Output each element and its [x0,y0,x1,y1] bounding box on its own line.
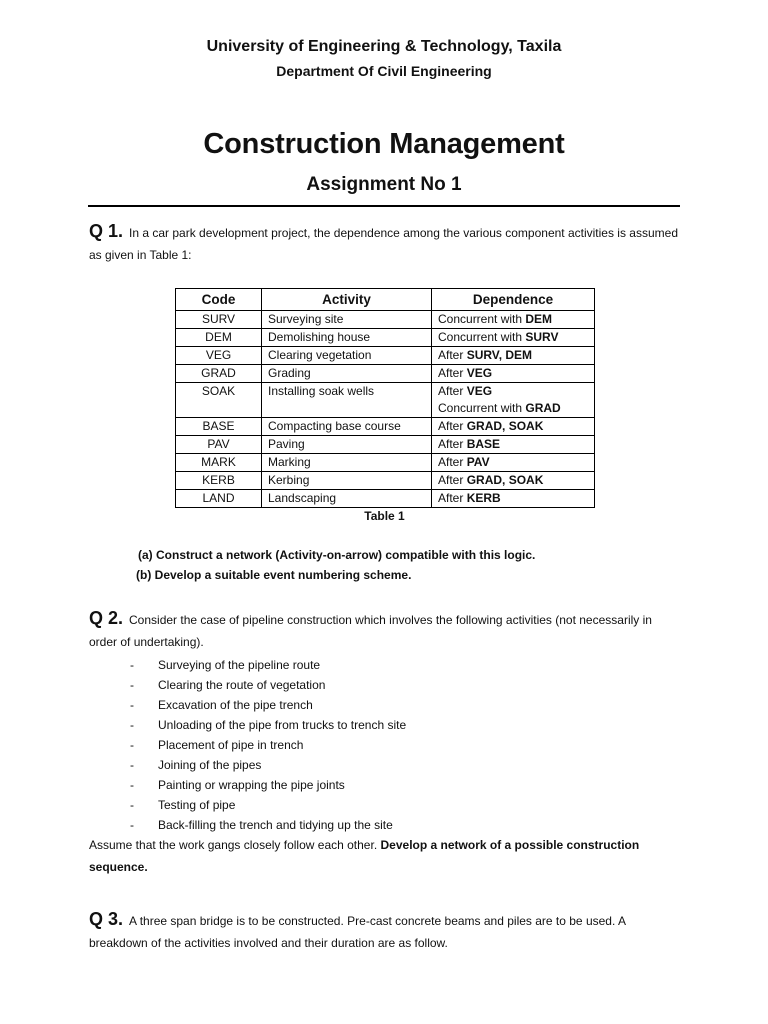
list-bullet: - [130,698,134,712]
activity-code: LAND [176,490,262,508]
activity-dependence [432,418,595,436]
dependence-codes: VEG [466,366,493,380]
list-item [130,795,406,815]
dependence-codes: KERB [466,491,501,505]
list-bullet: - [130,718,134,732]
table-row [176,436,595,454]
dependence-codes: GRAD, SOAK [466,419,544,433]
dependence-codes: VEG [466,384,493,398]
dependence-codes: GRAD [525,401,561,415]
list-bullet: - [130,678,134,692]
list-item [130,655,406,675]
dependence-relation: After [438,348,467,362]
dependence-codes: DEM [525,312,553,326]
activity-code: SURV [176,311,262,329]
list-item [130,815,406,835]
assumption-text: Assume that the work gangs closely follow each other. [89,838,381,852]
dependence-codes: PAV [466,455,490,469]
table-row [176,329,595,347]
header-divider [88,205,680,207]
activity-code: BASE [176,418,262,436]
list-bullet: - [130,738,134,752]
activity-text: Placement of pipe in trench [158,738,304,752]
activity-dependence [432,454,595,472]
dependence-codes: GRAD, SOAK [466,473,544,487]
activity-name: Paving [262,436,432,454]
question-2-text: Consider the case of pipeline construction which involves the following activities (not necessarily in order of undertaking). [89,613,652,649]
activity-dependence [432,347,595,365]
activity-code: GRAD [176,365,262,383]
assignment-number: Assignment No 1 [306,174,462,195]
list-bullet: - [130,758,134,772]
activity-name: Landscaping [262,490,432,508]
dependence-codes: SURV [525,330,559,344]
question-3-label: Q 3. [89,909,124,929]
question-3-text: A three span bridge is to be constructed. Pre-cast concrete beams and piles are to be used. A breakdown of the activities involved and their duration are as follow. [89,914,626,950]
activity-code: PAV [176,436,262,454]
list-item [130,675,406,695]
list-bullet: - [130,778,134,792]
question-1-label: Q 1. [89,221,124,241]
activity-text: Clearing the route of vegetation [158,678,326,692]
activity-code: DEM [176,329,262,347]
list-item [130,775,406,795]
activity-name: Marking [262,454,432,472]
activity-name: Installing soak wells [262,383,432,418]
table-header-row [176,289,595,311]
list-item [130,695,406,715]
activity-code: SOAK [176,383,262,418]
list-item [130,715,406,735]
question-2-assumption [89,834,679,878]
list-bullet: - [130,658,134,672]
activity-name: Clearing vegetation [262,347,432,365]
table-row [176,472,595,490]
activity-text: Unloading of the pipe from trucks to trench site [158,718,407,732]
dependence-codes: SURV, DEM [466,348,533,362]
pipeline-activity-list [130,655,406,835]
dependence-relation: Concurrent with [438,312,526,326]
activity-dependence [432,329,595,347]
dependence-codes: BASE [466,437,501,451]
list-bullet: - [130,818,134,832]
table-row [176,365,595,383]
activity-text: Painting or wrapping the pipe joints [158,778,345,792]
activity-name: Grading [262,365,432,383]
activity-text: Joining of the pipes [158,758,262,772]
task-b: (b) Develop a suitable event numbering scheme. [136,568,412,582]
table-row [176,383,595,418]
activity-code: MARK [176,454,262,472]
dependence-relation: After [438,384,467,398]
column-header-activity: Activity [262,289,432,311]
column-header-code: Code [176,289,262,311]
dependence-relation: After [438,437,467,451]
activity-dependence [432,365,595,383]
dependence-relation: After [438,455,467,469]
table-row [176,490,595,508]
question-3 [89,908,679,954]
university-name: University of Engineering & Technology, Taxila [206,38,562,55]
dependence-relation: Concurrent with [438,330,526,344]
activity-name: Kerbing [262,472,432,490]
activity-dependence [432,383,595,418]
dependence-relation: After [438,473,467,487]
column-header-dependence: Dependence [432,289,595,311]
dependence-relation: After [438,491,467,505]
activity-text: Excavation of the pipe trench [158,698,313,712]
list-item [130,735,406,755]
question-2-task: Develop a network of a possible construction sequence. [89,838,640,874]
table-caption: Table 1 [364,509,405,523]
department-name: Department Of Civil Engineering [276,63,492,79]
table-row [176,347,595,365]
table-row [176,418,595,436]
activity-dependence [432,490,595,508]
question-2-label: Q 2. [89,608,124,628]
table-row [176,454,595,472]
activity-text: Testing of pipe [158,798,236,812]
activity-code: KERB [176,472,262,490]
document-title: Construction Management [203,128,565,160]
dependence-relation: After [438,419,467,433]
question-1 [89,220,679,266]
question-2 [89,607,679,653]
activity-dependence [432,311,595,329]
dependence-table [175,288,595,508]
list-bullet: - [130,798,134,812]
activity-name: Demolishing house [262,329,432,347]
question-1-text: In a car park development project, the dependence among the various component activities is assumed as given in Table 1: [89,226,678,262]
activity-code: VEG [176,347,262,365]
activity-name: Surveying site [262,311,432,329]
activity-name: Compacting base course [262,418,432,436]
dependence-relation: After [438,366,467,380]
activity-dependence [432,436,595,454]
dependence-relation: Concurrent with [438,401,526,415]
task-a: (a) Construct a network (Activity-on-arrow) compatible with this logic. [138,548,536,562]
activity-dependence [432,472,595,490]
activity-text: Back-filling the trench and tidying up the site [158,818,393,832]
table-row [176,311,595,329]
activity-text: Surveying of the pipeline route [158,658,321,672]
list-item [130,755,406,775]
